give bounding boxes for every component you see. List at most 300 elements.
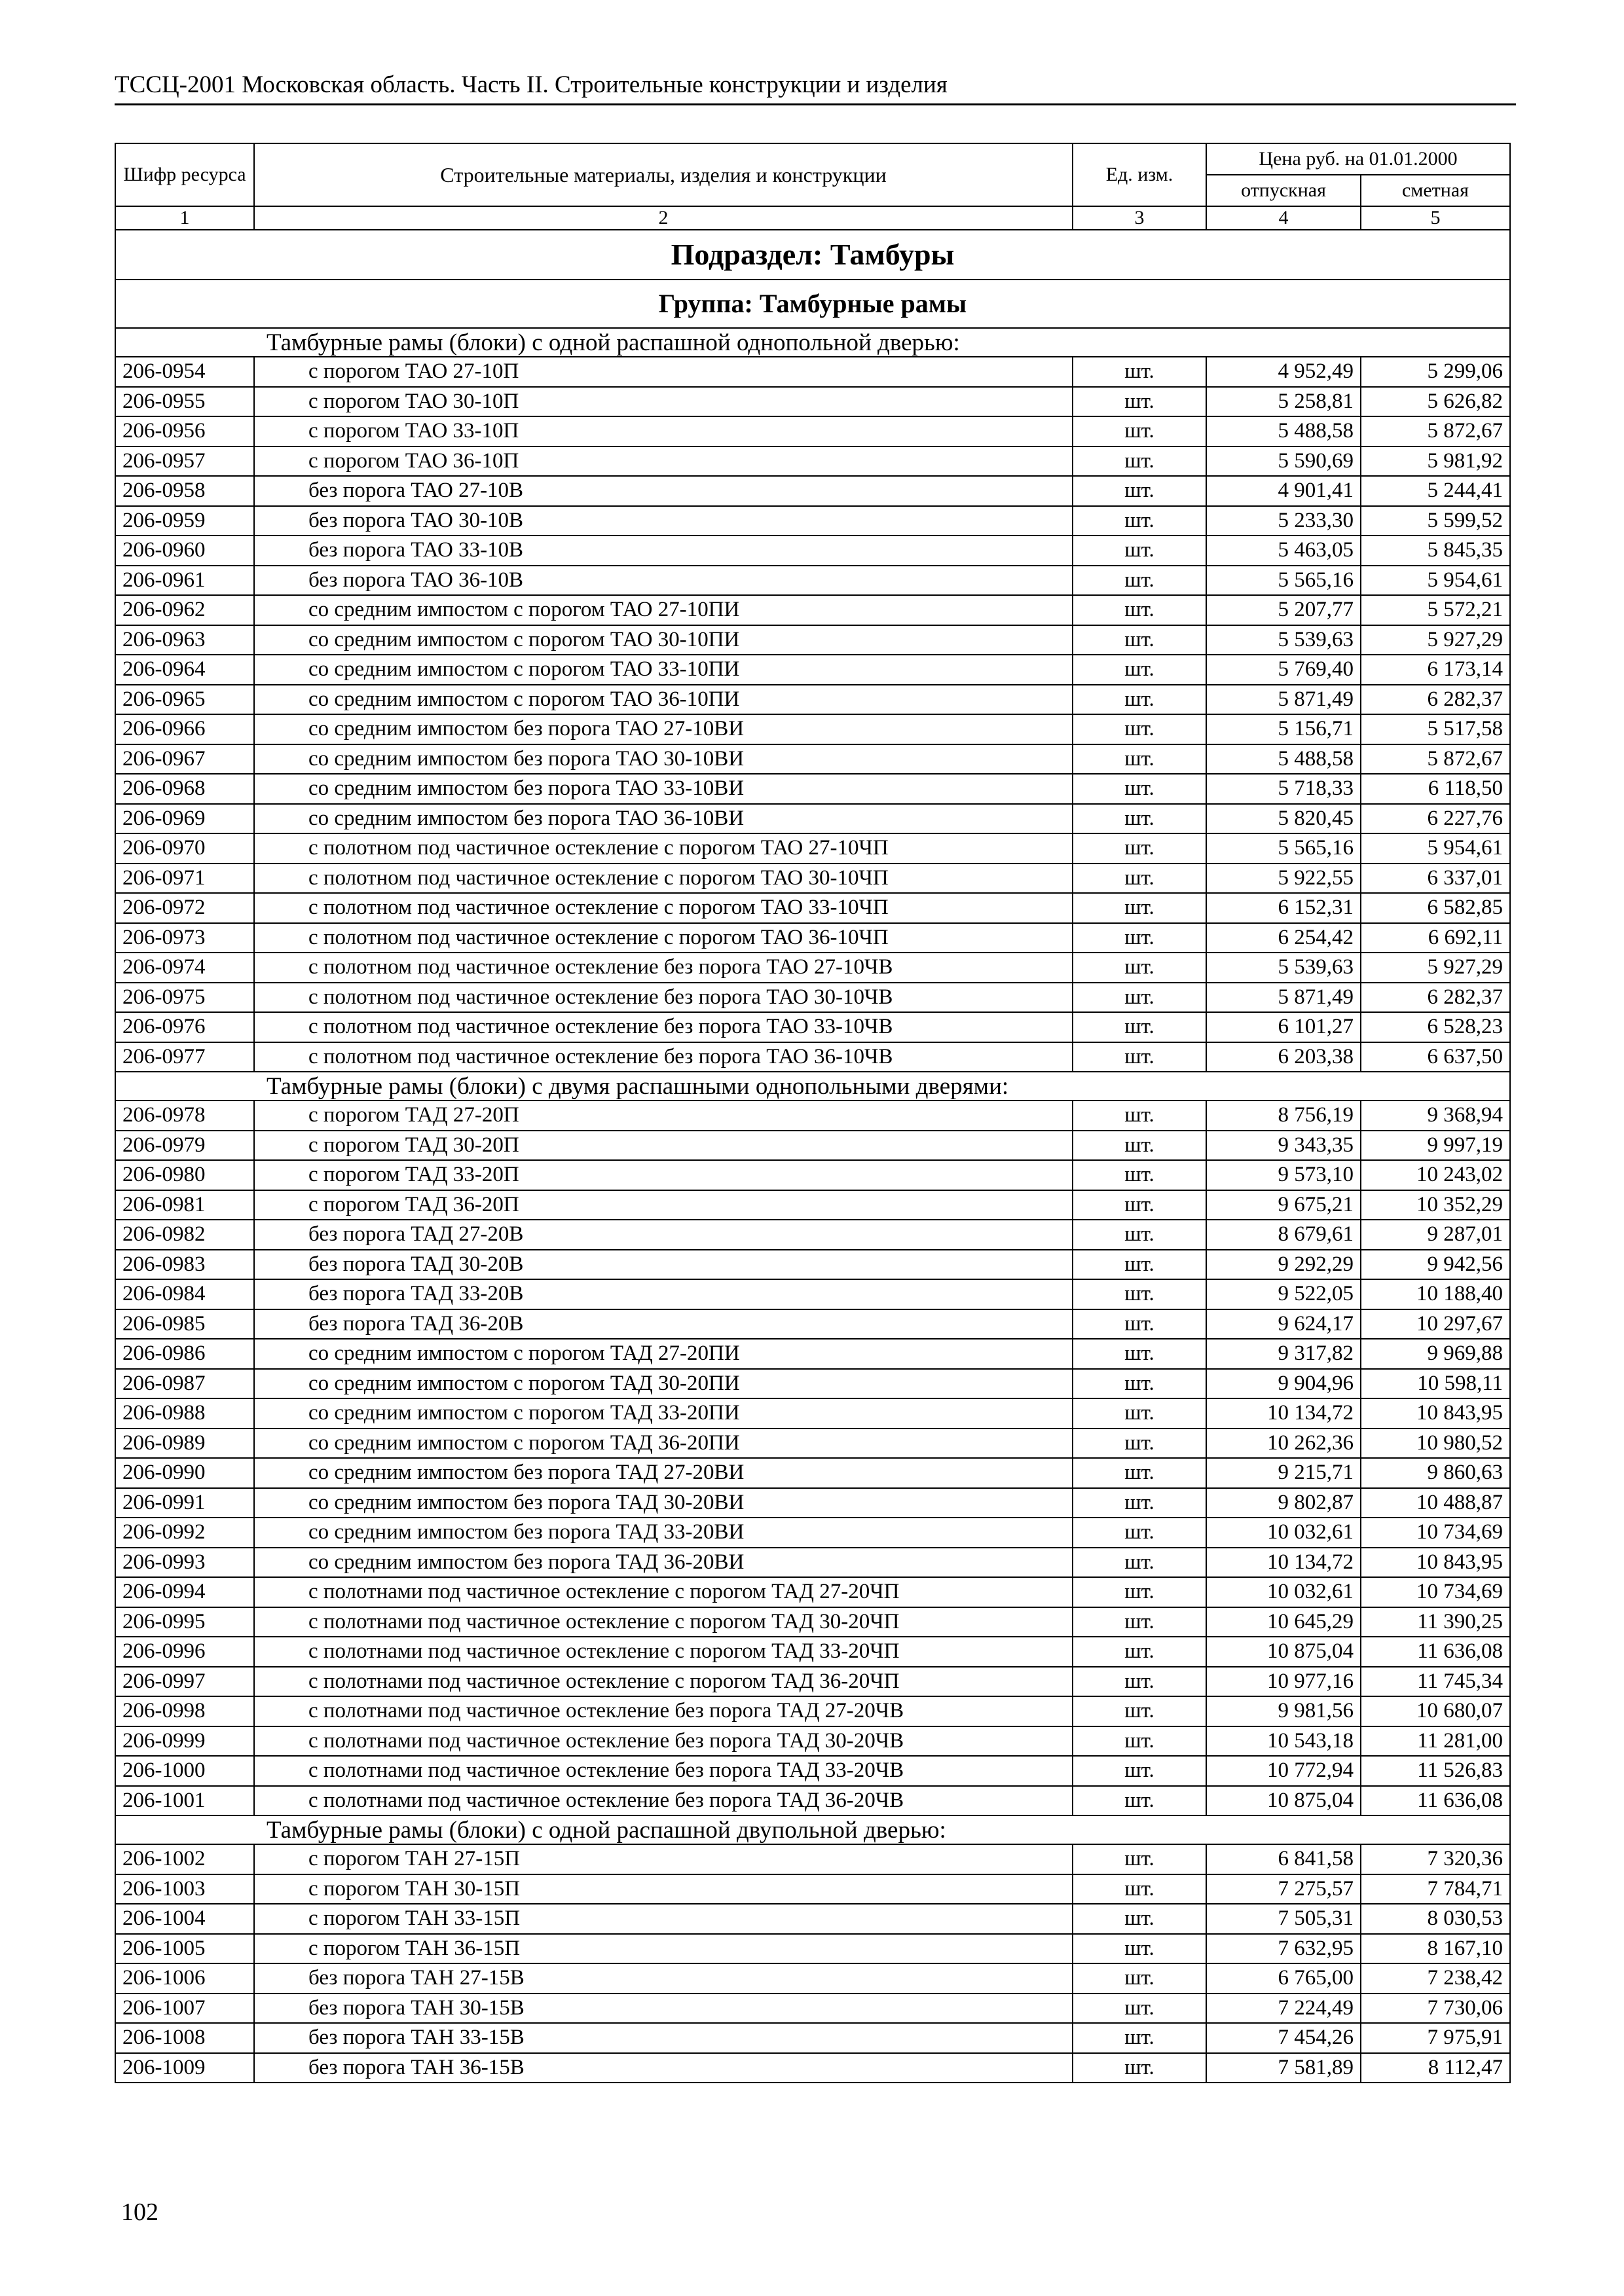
unit: шт. — [1073, 864, 1206, 894]
category-title: Тамбурные рамы (блоки) с двумя распашными однопольными дверями: — [115, 1072, 1510, 1101]
unit: шт. — [1073, 1429, 1206, 1459]
category-row — [115, 1072, 1510, 1101]
resource-code: 206-1003 — [115, 1874, 254, 1904]
estimate-price: 7 975,91 — [1361, 2023, 1510, 2053]
resource-code: 206-0984 — [115, 1279, 254, 1309]
item-name: с полотном под частичное остекление без порога ТАО 36-10ЧВ — [254, 1042, 1073, 1072]
release-price: 5 207,77 — [1206, 595, 1361, 625]
resource-code: 206-0981 — [115, 1190, 254, 1220]
release-price: 4 952,49 — [1206, 357, 1361, 387]
estimate-price: 11 636,08 — [1361, 1786, 1510, 1816]
resource-code: 206-0957 — [115, 446, 254, 477]
table-row — [115, 923, 1510, 953]
table-row — [115, 476, 1510, 506]
unit: шт. — [1073, 655, 1206, 685]
resource-code: 206-1001 — [115, 1786, 254, 1816]
estimate-price: 6 118,50 — [1361, 774, 1510, 804]
table-row — [115, 595, 1510, 625]
column-number: 3 — [1073, 206, 1206, 230]
item-name: с порогом ТАН 36-15П — [254, 1934, 1073, 1964]
item-name: с порогом ТАО 33-10П — [254, 416, 1073, 446]
resource-code: 206-0976 — [115, 1012, 254, 1042]
resource-code: 206-1006 — [115, 1963, 254, 1994]
estimate-price: 9 969,88 — [1361, 1339, 1510, 1369]
resource-code: 206-1007 — [115, 1994, 254, 2024]
header-release-price: отпускная — [1206, 175, 1361, 206]
subsection-title: Подраздел: Тамбуры — [115, 230, 1510, 280]
estimate-price: 9 997,19 — [1361, 1131, 1510, 1161]
resource-code: 206-0990 — [115, 1458, 254, 1488]
price-table — [115, 143, 1511, 2083]
table-row — [115, 1963, 1510, 1994]
resource-code: 206-0997 — [115, 1667, 254, 1697]
release-price: 7 632,95 — [1206, 1934, 1361, 1964]
item-name: со средним импостом с порогом ТАД 36-20ПИ — [254, 1429, 1073, 1459]
item-name: со средним импостом без порога ТАО 33-10ВИ — [254, 774, 1073, 804]
resource-code: 206-0960 — [115, 536, 254, 566]
estimate-price: 7 320,36 — [1361, 1844, 1510, 1874]
resource-code: 206-0989 — [115, 1429, 254, 1459]
table-row — [115, 2023, 1510, 2053]
unit: шт. — [1073, 1012, 1206, 1042]
release-price: 6 254,42 — [1206, 923, 1361, 953]
resource-code: 206-0955 — [115, 387, 254, 417]
table-row — [115, 1756, 1510, 1786]
item-name: без порога ТАН 27-15В — [254, 1963, 1073, 1994]
table-row — [115, 1339, 1510, 1369]
estimate-price: 11 636,08 — [1361, 1637, 1510, 1667]
estimate-price: 5 299,06 — [1361, 357, 1510, 387]
resource-code: 206-0968 — [115, 774, 254, 804]
table-row — [115, 983, 1510, 1013]
item-name: с порогом ТАО 27-10П — [254, 357, 1073, 387]
item-name: со средним импостом с порогом ТАД 27-20ПИ — [254, 1339, 1073, 1369]
release-price: 10 977,16 — [1206, 1667, 1361, 1697]
table-row — [115, 416, 1510, 446]
release-price: 10 875,04 — [1206, 1637, 1361, 1667]
resource-code: 206-0961 — [115, 566, 254, 596]
item-name: с полотном под частичное остекление без порога ТАО 33-10ЧВ — [254, 1012, 1073, 1042]
table-row — [115, 1398, 1510, 1429]
unit: шт. — [1073, 1637, 1206, 1667]
unit: шт. — [1073, 1874, 1206, 1904]
release-price: 5 922,55 — [1206, 864, 1361, 894]
estimate-price: 10 843,95 — [1361, 1548, 1510, 1578]
estimate-price: 5 954,61 — [1361, 833, 1510, 864]
item-name: со средним импостом без порога ТАО 27-10ВИ — [254, 714, 1073, 744]
table-row — [115, 1458, 1510, 1488]
resource-code: 206-0995 — [115, 1607, 254, 1637]
resource-code: 206-0993 — [115, 1548, 254, 1578]
unit: шт. — [1073, 357, 1206, 387]
item-name: с полотном под частичное остекление с порогом ТАО 33-10ЧП — [254, 893, 1073, 923]
table-row — [115, 744, 1510, 774]
estimate-price: 6 282,37 — [1361, 685, 1510, 715]
estimate-price: 9 368,94 — [1361, 1101, 1510, 1131]
group-title: Группа: Тамбурные рамы — [115, 280, 1510, 328]
estimate-price: 10 734,69 — [1361, 1518, 1510, 1548]
estimate-price: 9 287,01 — [1361, 1220, 1510, 1250]
unit: шт. — [1073, 1963, 1206, 1994]
estimate-price: 6 227,76 — [1361, 804, 1510, 834]
release-price: 5 871,49 — [1206, 685, 1361, 715]
item-name: без порога ТАО 30-10В — [254, 506, 1073, 536]
release-price: 6 841,58 — [1206, 1844, 1361, 1874]
release-price: 8 756,19 — [1206, 1101, 1361, 1131]
item-name: со средним импостом без порога ТАО 36-10ВИ — [254, 804, 1073, 834]
estimate-price: 7 784,71 — [1361, 1874, 1510, 1904]
estimate-price: 10 488,87 — [1361, 1488, 1510, 1518]
estimate-price: 6 337,01 — [1361, 864, 1510, 894]
unit: шт. — [1073, 416, 1206, 446]
unit: шт. — [1073, 1250, 1206, 1280]
table-row — [115, 953, 1510, 983]
item-name: без порога ТАО 33-10В — [254, 536, 1073, 566]
unit: шт. — [1073, 1934, 1206, 1964]
table-row — [115, 1220, 1510, 1250]
category-row — [115, 328, 1510, 357]
unit: шт. — [1073, 506, 1206, 536]
resource-code: 206-0986 — [115, 1339, 254, 1369]
item-name: с полотнами под частичное остекление с порогом ТАД 33-20ЧП — [254, 1637, 1073, 1667]
release-price: 5 871,49 — [1206, 983, 1361, 1013]
item-name: с порогом ТАД 36-20П — [254, 1190, 1073, 1220]
release-price: 5 565,16 — [1206, 566, 1361, 596]
release-price: 9 522,05 — [1206, 1279, 1361, 1309]
resource-code: 206-0959 — [115, 506, 254, 536]
table-row — [115, 774, 1510, 804]
estimate-price: 5 981,92 — [1361, 446, 1510, 477]
resource-code: 206-0977 — [115, 1042, 254, 1072]
table-row — [115, 1696, 1510, 1726]
table-row — [115, 893, 1510, 923]
page-header-title: ТССЦ-2001 Московская область. Часть II. Строительные конструкции и изделия — [115, 71, 948, 98]
resource-code: 206-1004 — [115, 1904, 254, 1934]
resource-code: 206-0964 — [115, 655, 254, 685]
table-row — [115, 833, 1510, 864]
table-row — [115, 804, 1510, 834]
resource-code: 206-0985 — [115, 1309, 254, 1339]
estimate-price: 5 517,58 — [1361, 714, 1510, 744]
release-price: 9 904,96 — [1206, 1369, 1361, 1399]
resource-code: 206-0973 — [115, 923, 254, 953]
item-name: со средним импостом без порога ТАО 30-10ВИ — [254, 744, 1073, 774]
resource-code: 206-0987 — [115, 1369, 254, 1399]
unit: шт. — [1073, 1369, 1206, 1399]
header-code: Шифр ресурса — [115, 143, 254, 206]
estimate-price: 6 582,85 — [1361, 893, 1510, 923]
item-name: с полотнами под частичное остекление без порога ТАД 36-20ЧВ — [254, 1786, 1073, 1816]
table-row — [115, 625, 1510, 655]
release-price: 5 820,45 — [1206, 804, 1361, 834]
item-name: со средним импостом без порога ТАД 33-20ВИ — [254, 1518, 1073, 1548]
resource-code: 206-1000 — [115, 1756, 254, 1786]
resource-code: 206-1009 — [115, 2053, 254, 2083]
resource-code: 206-0956 — [115, 416, 254, 446]
release-price: 5 565,16 — [1206, 833, 1361, 864]
estimate-price: 6 282,37 — [1361, 983, 1510, 1013]
release-price: 9 317,82 — [1206, 1339, 1361, 1369]
item-name: с полотнами под частичное остекление без порога ТАД 27-20ЧВ — [254, 1696, 1073, 1726]
unit: шт. — [1073, 1518, 1206, 1548]
item-name: без порога ТАО 36-10В — [254, 566, 1073, 596]
estimate-price: 6 173,14 — [1361, 655, 1510, 685]
table-row — [115, 1786, 1510, 1816]
release-price: 10 134,72 — [1206, 1398, 1361, 1429]
unit: шт. — [1073, 1548, 1206, 1578]
unit: шт. — [1073, 893, 1206, 923]
unit: шт. — [1073, 923, 1206, 953]
table-row — [115, 1577, 1510, 1607]
release-price: 10 134,72 — [1206, 1548, 1361, 1578]
estimate-price: 8 030,53 — [1361, 1904, 1510, 1934]
unit: шт. — [1073, 536, 1206, 566]
item-name: с порогом ТАН 27-15П — [254, 1844, 1073, 1874]
release-price: 6 203,38 — [1206, 1042, 1361, 1072]
unit: шт. — [1073, 1994, 1206, 2024]
release-price: 5 718,33 — [1206, 774, 1361, 804]
item-name: без порога ТАН 36-15В — [254, 2053, 1073, 2083]
estimate-price: 10 243,02 — [1361, 1160, 1510, 1190]
release-price: 7 581,89 — [1206, 2053, 1361, 2083]
resource-code: 206-0998 — [115, 1696, 254, 1726]
item-name: без порога ТАО 27-10В — [254, 476, 1073, 506]
resource-code: 206-0979 — [115, 1131, 254, 1161]
item-name: со средним импостом без порога ТАД 27-20ВИ — [254, 1458, 1073, 1488]
release-price: 10 543,18 — [1206, 1726, 1361, 1757]
release-price: 10 645,29 — [1206, 1607, 1361, 1637]
release-price: 7 454,26 — [1206, 2023, 1361, 2053]
estimate-price: 6 528,23 — [1361, 1012, 1510, 1042]
unit: шт. — [1073, 1220, 1206, 1250]
item-name: с порогом ТАО 30-10П — [254, 387, 1073, 417]
table-row — [115, 1279, 1510, 1309]
table-row — [115, 655, 1510, 685]
estimate-price: 5 927,29 — [1361, 953, 1510, 983]
table-row — [115, 1607, 1510, 1637]
unit: шт. — [1073, 1726, 1206, 1757]
unit: шт. — [1073, 1160, 1206, 1190]
release-price: 6 152,31 — [1206, 893, 1361, 923]
release-price: 5 539,63 — [1206, 953, 1361, 983]
unit: шт. — [1073, 1607, 1206, 1637]
item-name: с полотнами под частичное остекление с порогом ТАД 36-20ЧП — [254, 1667, 1073, 1697]
estimate-price: 5 872,67 — [1361, 416, 1510, 446]
resource-code: 206-0983 — [115, 1250, 254, 1280]
table-row — [115, 1667, 1510, 1697]
resource-code: 206-0967 — [115, 744, 254, 774]
unit: шт. — [1073, 1458, 1206, 1488]
unit: шт. — [1073, 1101, 1206, 1131]
release-price: 5 233,30 — [1206, 506, 1361, 536]
resource-code: 206-0966 — [115, 714, 254, 744]
release-price: 10 875,04 — [1206, 1786, 1361, 1816]
unit: шт. — [1073, 774, 1206, 804]
item-name: с полотном под частичное остекление с порогом ТАО 27-10ЧП — [254, 833, 1073, 864]
item-name: с полотном под частичное остекление с порогом ТАО 30-10ЧП — [254, 864, 1073, 894]
unit: шт. — [1073, 1042, 1206, 1072]
table-row — [115, 1101, 1510, 1131]
estimate-price: 10 188,40 — [1361, 1279, 1510, 1309]
item-name: с полотном под частичное остекление с порогом ТАО 36-10ЧП — [254, 923, 1073, 953]
item-name: с полотнами под частичное остекление с порогом ТАД 30-20ЧП — [254, 1607, 1073, 1637]
release-price: 8 679,61 — [1206, 1220, 1361, 1250]
estimate-price: 8 167,10 — [1361, 1934, 1510, 1964]
table-row — [115, 685, 1510, 715]
release-price: 7 275,57 — [1206, 1874, 1361, 1904]
column-number: 4 — [1206, 206, 1361, 230]
estimate-price: 5 599,52 — [1361, 506, 1510, 536]
estimate-price: 5 927,29 — [1361, 625, 1510, 655]
header-estimate-price: сметная — [1361, 175, 1510, 206]
resource-code: 206-1008 — [115, 2023, 254, 2053]
table-row — [115, 864, 1510, 894]
release-price: 9 292,29 — [1206, 1250, 1361, 1280]
release-price: 9 675,21 — [1206, 1190, 1361, 1220]
resource-code: 206-0971 — [115, 864, 254, 894]
item-name: с порогом ТАД 27-20П — [254, 1101, 1073, 1131]
header-price: Цена руб. на 01.01.2000 — [1206, 143, 1510, 175]
estimate-price: 10 980,52 — [1361, 1429, 1510, 1459]
estimate-price: 6 692,11 — [1361, 923, 1510, 953]
estimate-price: 10 297,67 — [1361, 1309, 1510, 1339]
resource-code: 206-0999 — [115, 1726, 254, 1757]
header-rule — [115, 103, 1516, 105]
estimate-price: 9 942,56 — [1361, 1250, 1510, 1280]
header-unit: Ед. изм. — [1073, 143, 1206, 206]
release-price: 5 769,40 — [1206, 655, 1361, 685]
table-row — [115, 1369, 1510, 1399]
resource-code: 206-0978 — [115, 1101, 254, 1131]
release-price: 5 156,71 — [1206, 714, 1361, 744]
release-price: 4 901,41 — [1206, 476, 1361, 506]
estimate-price: 5 845,35 — [1361, 536, 1510, 566]
unit: шт. — [1073, 1488, 1206, 1518]
unit: шт. — [1073, 1309, 1206, 1339]
release-price: 6 765,00 — [1206, 1963, 1361, 1994]
table-row — [115, 506, 1510, 536]
unit: шт. — [1073, 1786, 1206, 1816]
item-name: со средним импостом с порогом ТАД 30-20ПИ — [254, 1369, 1073, 1399]
estimate-price: 6 637,50 — [1361, 1042, 1510, 1072]
item-name: без порога ТАН 30-15В — [254, 1994, 1073, 2024]
resource-code: 206-1002 — [115, 1844, 254, 1874]
release-price: 10 772,94 — [1206, 1756, 1361, 1786]
table-row — [115, 1844, 1510, 1874]
table-row — [115, 1488, 1510, 1518]
unit: шт. — [1073, 476, 1206, 506]
estimate-price: 11 390,25 — [1361, 1607, 1510, 1637]
estimate-price: 10 680,07 — [1361, 1696, 1510, 1726]
release-price: 9 573,10 — [1206, 1160, 1361, 1190]
item-name: с порогом ТАД 30-20П — [254, 1131, 1073, 1161]
release-price: 5 463,05 — [1206, 536, 1361, 566]
resource-code: 206-0970 — [115, 833, 254, 864]
unit: шт. — [1073, 1696, 1206, 1726]
unit: шт. — [1073, 566, 1206, 596]
table-row — [115, 1726, 1510, 1757]
estimate-price: 11 526,83 — [1361, 1756, 1510, 1786]
estimate-price: 10 352,29 — [1361, 1190, 1510, 1220]
resource-code: 206-0972 — [115, 893, 254, 923]
resource-code: 206-0991 — [115, 1488, 254, 1518]
resource-code: 206-0954 — [115, 357, 254, 387]
unit: шт. — [1073, 714, 1206, 744]
release-price: 5 590,69 — [1206, 446, 1361, 477]
column-number-row — [115, 206, 1510, 230]
unit: шт. — [1073, 1904, 1206, 1934]
item-name: с порогом ТАД 33-20П — [254, 1160, 1073, 1190]
table-row — [115, 1012, 1510, 1042]
unit: шт. — [1073, 1577, 1206, 1607]
unit: шт. — [1073, 1398, 1206, 1429]
resource-code: 206-1005 — [115, 1934, 254, 1964]
unit: шт. — [1073, 1667, 1206, 1697]
estimate-price: 11 745,34 — [1361, 1667, 1510, 1697]
unit: шт. — [1073, 1756, 1206, 1786]
resource-code: 206-0969 — [115, 804, 254, 834]
release-price: 5 258,81 — [1206, 387, 1361, 417]
category-title: Тамбурные рамы (блоки) с одной распашной двупольной дверью: — [115, 1815, 1510, 1844]
table-row — [115, 1160, 1510, 1190]
release-price: 5 488,58 — [1206, 744, 1361, 774]
item-name: с порогом ТАН 33-15П — [254, 1904, 1073, 1934]
page-number: 102 — [121, 2198, 158, 2226]
unit: шт. — [1073, 1190, 1206, 1220]
unit: шт. — [1073, 833, 1206, 864]
table-row — [115, 536, 1510, 566]
release-price: 9 981,56 — [1206, 1696, 1361, 1726]
table-row — [115, 446, 1510, 477]
resource-code: 206-0965 — [115, 685, 254, 715]
item-name: с порогом ТАН 30-15П — [254, 1874, 1073, 1904]
table-header-row-1 — [115, 143, 1510, 175]
table-row — [115, 357, 1510, 387]
estimate-price: 11 281,00 — [1361, 1726, 1510, 1757]
release-price: 9 343,35 — [1206, 1131, 1361, 1161]
table-row — [115, 1429, 1510, 1459]
column-number: 5 — [1361, 206, 1510, 230]
estimate-price: 10 843,95 — [1361, 1398, 1510, 1429]
estimate-price: 10 598,11 — [1361, 1369, 1510, 1399]
estimate-price: 5 572,21 — [1361, 595, 1510, 625]
item-name: без порога ТАД 33-20В — [254, 1279, 1073, 1309]
resource-code: 206-0963 — [115, 625, 254, 655]
estimate-price: 9 860,63 — [1361, 1458, 1510, 1488]
estimate-price: 8 112,47 — [1361, 2053, 1510, 2083]
release-price: 9 802,87 — [1206, 1488, 1361, 1518]
subsection-row — [115, 230, 1510, 280]
release-price: 9 215,71 — [1206, 1458, 1361, 1488]
resource-code: 206-0994 — [115, 1577, 254, 1607]
item-name: с порогом ТАО 36-10П — [254, 446, 1073, 477]
table-row — [115, 1250, 1510, 1280]
table-row — [115, 1190, 1510, 1220]
estimate-price: 5 244,41 — [1361, 476, 1510, 506]
release-price: 10 032,61 — [1206, 1518, 1361, 1548]
estimate-price: 7 238,42 — [1361, 1963, 1510, 1994]
item-name: со средним импостом без порога ТАД 36-20ВИ — [254, 1548, 1073, 1578]
item-name: со средним импостом с порогом ТАО 33-10ПИ — [254, 655, 1073, 685]
table-row — [115, 1904, 1510, 1934]
unit: шт. — [1073, 1844, 1206, 1874]
release-price: 5 488,58 — [1206, 416, 1361, 446]
group-row — [115, 280, 1510, 328]
resource-code: 206-0975 — [115, 983, 254, 1013]
item-name: с полотнами под частичное остекление с порогом ТАД 27-20ЧП — [254, 1577, 1073, 1607]
release-price: 7 505,31 — [1206, 1904, 1361, 1934]
item-name: без порога ТАД 30-20В — [254, 1250, 1073, 1280]
